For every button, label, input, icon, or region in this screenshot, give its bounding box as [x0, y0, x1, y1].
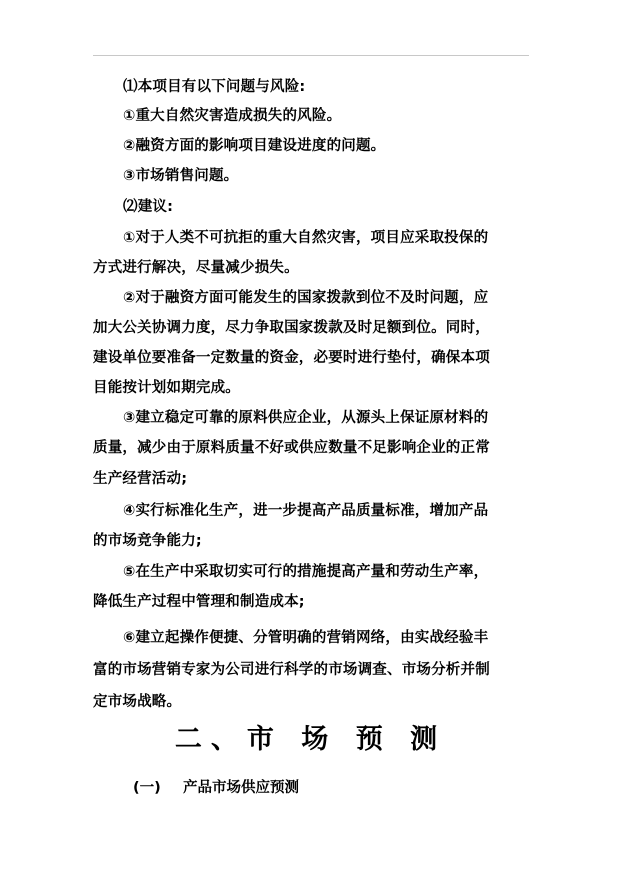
- subsection-number: (一): [133, 780, 161, 796]
- suggestion-3-line-2: 质量，减少由于原料质量不好或供应数量不足影响企业的正常: [93, 440, 490, 456]
- suggestion-2-line-3: 建设单位要准备一定数量的资金，必要时进行垫付，确保本项: [93, 350, 490, 366]
- risk-item-3: ③市场销售问题。: [123, 168, 239, 184]
- subsection-heading: [133, 778, 299, 798]
- subsection-title: 产品市场供应预测: [183, 780, 299, 796]
- suggestion-6-line-3: 定市场战略。: [93, 694, 182, 710]
- suggestion-5-line-1: ⑤在生产中采取切实可行的措施提高产量和劳动生产率，: [123, 564, 489, 580]
- suggestion-3-line-1: ③建立稳定可靠的原料供应企业，从源头上保证原材料的: [123, 410, 489, 426]
- suggestion-6-line-1: ⑥建立起操作便捷、分管明确的营销网络，由实战经验丰: [123, 630, 489, 646]
- section-title: 二、市 场 预 测: [174, 724, 447, 755]
- suggestions-heading: ⑵建议:: [123, 199, 174, 215]
- suggestion-6-line-2: 富的市场营销专家为公司进行科学的市场调查、市场分析并制: [93, 662, 490, 678]
- risk-item-1: ①重大自然灾害造成损失的风险。: [123, 108, 342, 124]
- suggestion-2-line-1: ②对于融资方面可能发生的国家拨款到位不及时问题，应: [123, 290, 489, 306]
- suggestion-4-line-1: ④实行标准化生产，进一步提高产品质量标准，增加产品: [123, 503, 489, 519]
- suggestion-1-line-1: ①对于人类不可抗拒的重大自然灾害，项目应采取投保的: [123, 230, 489, 246]
- suggestion-4-line-2: 的市场竞争能力;: [93, 533, 202, 549]
- suggestion-1-line-2: 方式进行解决，尽量减少损失。: [93, 260, 299, 276]
- suggestion-5-line-2: 降低生产过程中管理和制造成本;: [93, 594, 305, 610]
- suggestion-2-line-4: 目能按计划如期完成。: [93, 380, 240, 396]
- suggestion-2-line-2: 加大公关协调力度，尽力争取国家拨款及时足额到位。同时，: [93, 320, 490, 336]
- risk-item-2: ②融资方面的影响项目建设进度的问题。: [123, 138, 386, 154]
- header-divider: [93, 55, 529, 56]
- risks-heading: ⑴本项目有以下问题与风险:: [123, 79, 306, 95]
- suggestion-3-line-3: 生产经营活动;: [93, 471, 188, 487]
